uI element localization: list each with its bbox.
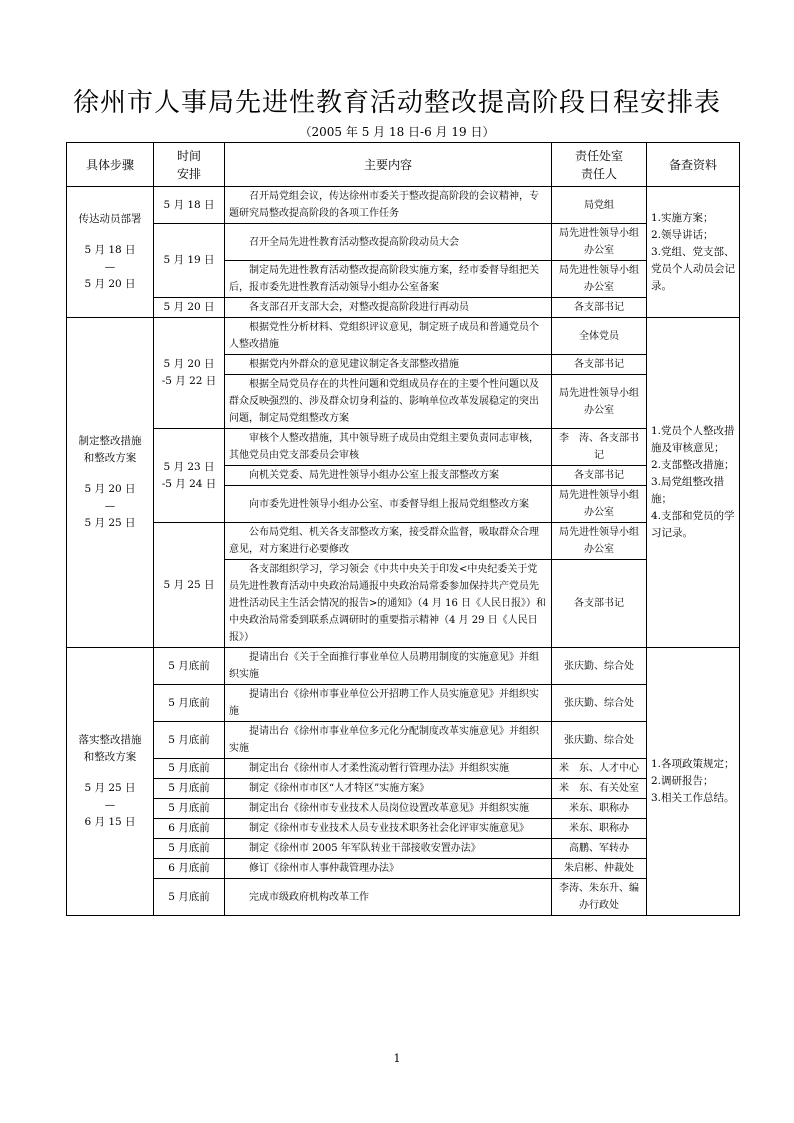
content-cell: 完成市级政府机构改革工作 [225,879,552,916]
resp-cell: 局先进性领导小组办公室 [552,486,647,523]
content-cell: 根据党性分析材料、党组织评议意见，制定班子成员和普通党员个人整改措施 [225,318,552,355]
content-cell: 审核个人整改措施，其中领导班子成员由党组主要负责同志审核，其他党员由党支部委员会审核 [225,429,552,466]
table-row [67,523,740,560]
step-name: 落实整改措施 [78,734,142,746]
table-row [67,722,740,759]
header-time-line2: 安排 [176,166,201,181]
step-cell [67,187,154,318]
time-cell: 5 月底前 [154,759,225,779]
resp-cell: 局党组 [552,187,647,224]
content-cell: 提请出台《徐州市事业单位公开招聘工作人员实施意见》并组织实施 [225,685,552,722]
time-cell: 5 月底前 [154,779,225,799]
content-cell: 制定《徐州市 2005 年军队转业干部接收安置办法》 [225,839,552,859]
time-cell: 5 月底前 [154,839,225,859]
table-row [67,187,740,224]
step-name: 和整改方案 [83,751,137,763]
table-row [67,859,740,879]
content-cell: 各支部召开支部大会，对整改提高阶段进行再动员 [225,298,552,318]
time-cell: 5 月 18 日 [154,187,225,224]
docs-item: 2.领导讲话； [651,228,714,241]
resp-cell: 李 涛、各支部书记 [552,429,647,466]
docs-item: 1.各项政策规定； [651,758,735,770]
step-date-end: 5 月 20 日 [84,278,136,290]
time-cell: 5 月底前 [154,799,225,819]
schedule-table [66,142,740,916]
table-row [67,799,740,819]
step-date-end: 5 月 25 日 [84,517,136,529]
table-row [67,819,740,839]
resp-cell: 米 东、有关处室 [552,779,647,799]
table-row [67,839,740,859]
resp-cell: 张庆勤、综合处 [552,722,647,759]
content-cell: 向机关党委、局先进性领导小组办公室上报支部整改方案 [225,466,552,486]
content-cell: 向市委先进性领导小组办公室、市委督导组上报局党组整改方案 [225,486,552,523]
table-row [67,298,740,318]
resp-cell: 各支部书记 [552,298,647,318]
content-cell: 制定《徐州市专业技术人员专业技术职务社会化评审实施意见》 [225,819,552,839]
docs-item: 3.党组、党支部、党员个人动员会记录。 [651,245,735,292]
step-date-start: 5 月 20 日 [84,483,136,495]
table-row [67,879,740,916]
resp-cell: 米东、职称办 [552,819,647,839]
resp-cell: 张庆勤、综合处 [552,685,647,722]
docs-item: 2.支部整改措施； [651,459,735,471]
table-row [67,224,740,261]
step-date-end: 6 月 15 日 [84,816,136,828]
step-cell [67,648,154,916]
content-cell: 提请出台《关于全面推行事业单位人员聘用制度的实施意见》并组织实施 [225,648,552,685]
resp-cell: 朱启彬、仲裁处 [552,859,647,879]
time-cell: 5 月底前 [154,685,225,722]
table-row [67,429,740,466]
content-cell: 制定《徐州市市区“人才特区”实施方案》 [225,779,552,799]
step-cell [67,318,154,648]
time-cell: 5 月 23 日 -5 月 24 日 [154,429,225,523]
table-row [67,685,740,722]
header-resp-line1: 责任处室 [574,148,623,163]
time-cell: 5 月 20 日 [154,298,225,318]
time-cell: 5 月底前 [154,648,225,685]
table-row [67,318,740,355]
docs-item: 1.党员个人整改措施及审核意见； [651,425,735,454]
document-title: 徐州市人事局先进性教育活动整改提高阶段日程安排表 [72,88,721,118]
resp-cell: 李涛、朱东升、编办行政处 [552,879,647,916]
resp-cell: 高鹏、军转办 [552,839,647,859]
resp-cell: 米东、职称办 [552,799,647,819]
table-row [67,648,740,685]
table-row [67,779,740,799]
resp-cell: 张庆勤、综合处 [552,648,647,685]
step-date-start: 5 月 18 日 [84,244,136,256]
docs-cell [647,648,740,916]
step-date-start: 5 月 25 日 [84,782,136,794]
time-cell: 5 月底前 [154,879,225,916]
page-number: 1 [393,1052,401,1065]
time-cell: 5 月 20 日 -5 月 22 日 [154,318,225,429]
step-date-dash: — [104,500,116,512]
content-cell: 根据全局党员存在的共性问题和党组成员存在的主要个性问题以及群众反映强烈的、涉及群众切身利益的、影响单位改革发展稳定的突出问题，制定局党组整改方案 [225,375,552,429]
resp-cell: 局先进性领导小组办公室 [552,523,647,560]
content-cell: 制定局先进性教育活动整改提高阶段实施方案，经市委督导组把关后，报市委先进性教育活动领导小组办公室备案 [225,261,552,298]
header-content: 主要内容 [225,143,552,187]
content-cell: 各支部组织学习，学习领会《中共中央关于印发<中央纪委关于党员先进性教育活动中央政治局通报中央政治局常委参加保持共产党员先进性活动民主生活会情况的报告>的通知》（4 月 16 日《人民日报》）和中央政治局常委到联系点调研时的重要指示精神（4 月 29 日《人民日报》） [225,560,552,648]
docs-cell [647,318,740,648]
content-cell: 根据党内外群众的意见建议制定各支部整改措施 [225,355,552,375]
header-resp-line2: 责任人 [580,166,617,181]
docs-item: 4.支部和党员的学习记录。 [651,510,735,539]
content-cell: 提请出台《徐州市事业单位多元化分配制度改革实施意见》并组织实施 [225,722,552,759]
step-name: 制定整改措施 [78,435,142,447]
time-cell: 6 月底前 [154,859,225,879]
content-cell: 制定出台《徐州市人才柔性流动暂行管理办法》并组织实施 [225,759,552,779]
step-date-dash: — [104,261,116,273]
header-step: 具体步骤 [67,143,154,187]
time-cell: 5 月底前 [154,722,225,759]
time-cell: 5 月 25 日 [154,523,225,648]
resp-cell: 各支部书记 [552,466,647,486]
resp-cell: 米 东、人才中心 [552,759,647,779]
header-docs: 备查资料 [647,143,740,187]
resp-cell: 全体党员 [552,318,647,355]
step-name: 传达动员部署 [78,213,142,225]
docs-item: 3.相关工作总结。 [651,792,735,804]
header-time [154,143,225,187]
header-time-line1: 时间 [176,148,201,163]
docs-item: 1.实施方案； [651,211,714,224]
time-cell: 5 月 19 日 [154,224,225,298]
resp-cell: 局先进性领导小组办公室 [552,224,647,261]
table-row [67,759,740,779]
resp-cell: 各支部书记 [552,355,647,375]
docs-item: 2.调研报告； [651,775,714,787]
header-resp [552,143,647,187]
document-subtitle: （2005 年 5 月 18 日-6 月 19 日） [299,125,495,139]
step-date-dash: — [104,799,116,811]
content-cell: 修订《徐州市人事仲裁管理办法》 [225,859,552,879]
content-cell: 制定出台《徐州市专业技术人员岗位设置改革意见》并组织实施 [225,799,552,819]
time-cell: 6 月底前 [154,819,225,839]
docs-item: 3.局党组整改措施； [651,476,725,505]
header-row [67,143,740,187]
docs-cell [647,187,740,318]
content-cell: 公布局党组、机关各支部整改方案，接受群众监督，吸取群众合理意见，对方案进行必要修改 [225,523,552,560]
content-cell: 召开局党组会议，传达徐州市委关于整改提高阶段的会议精神，专题研究局整改提高阶段的各项工作任务 [225,187,552,224]
content-cell: 召开全局先进性教育活动整改提高阶段动员大会 [225,224,552,261]
resp-cell: 各支部书记 [552,560,647,648]
resp-cell: 局先进性领导小组办公室 [552,261,647,298]
resp-cell: 局先进性领导小组办公室 [552,375,647,429]
step-name: 和整改方案 [83,452,137,464]
